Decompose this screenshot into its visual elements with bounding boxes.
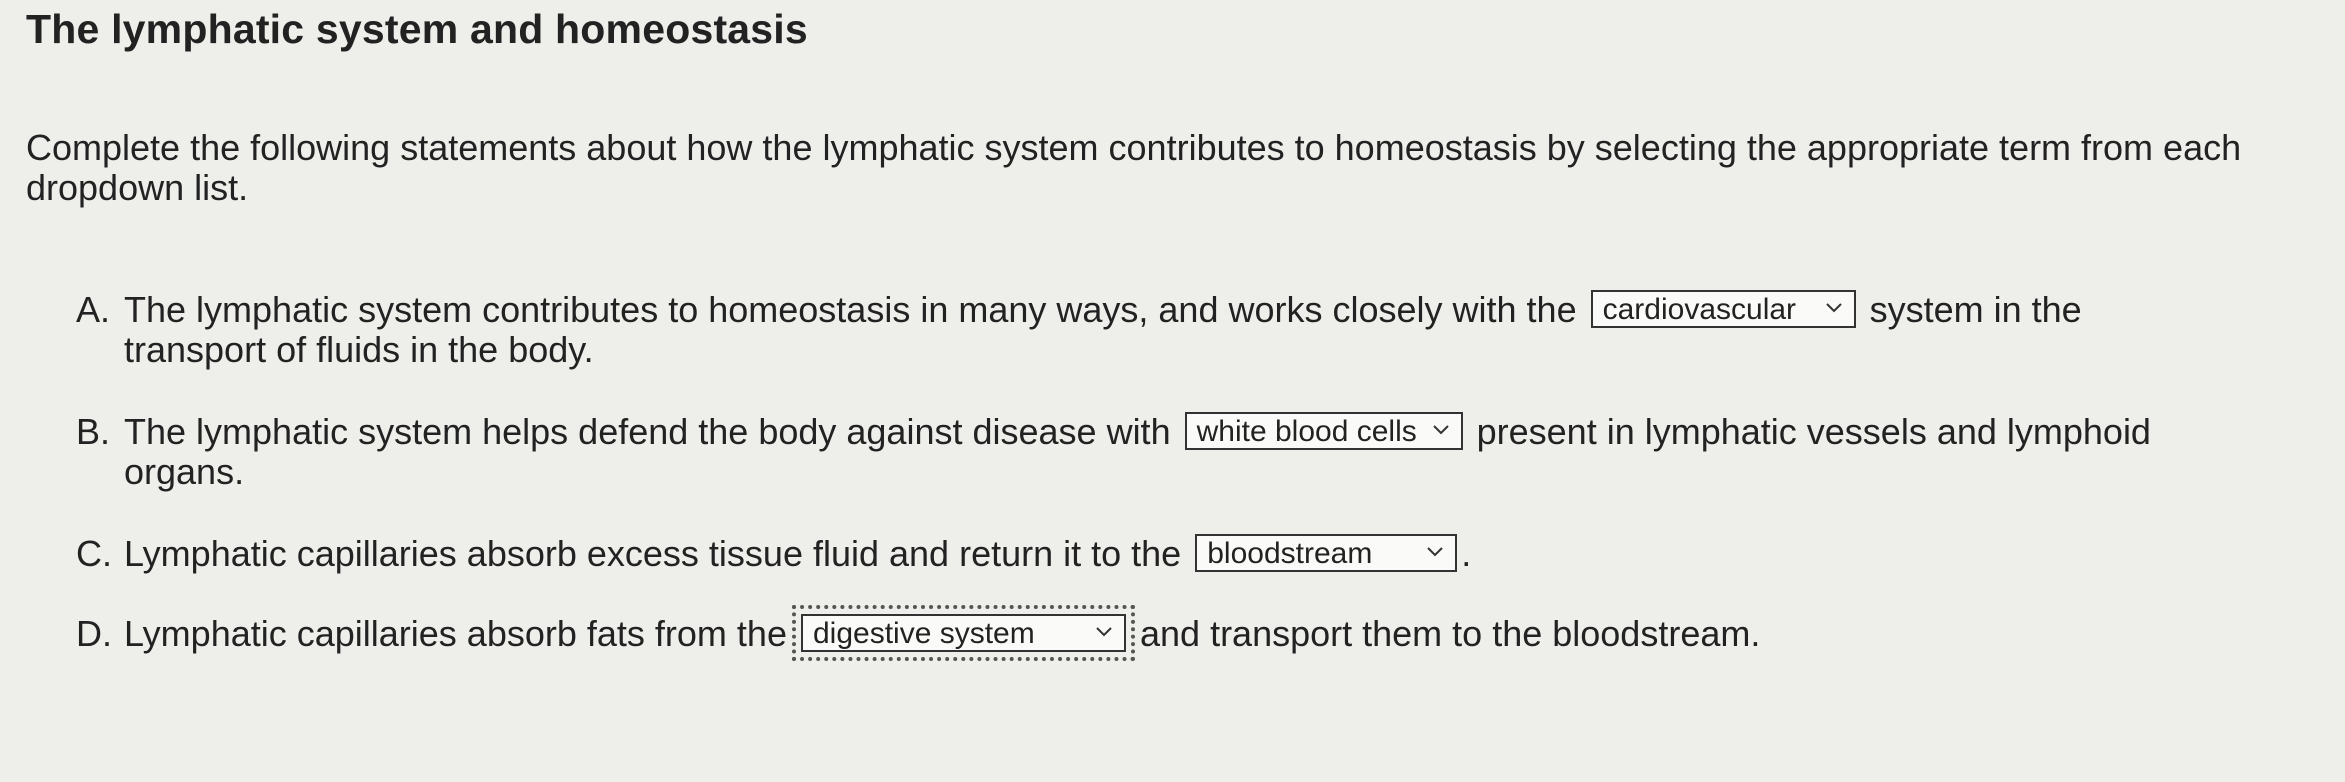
dropdown-selected-value: white blood cells — [1196, 415, 1417, 448]
dropdown-selected-value: cardiovascular — [1602, 293, 1797, 326]
statement-c — [76, 534, 1471, 574]
chevron-down-icon — [1094, 621, 1114, 641]
statement-letter: C. — [76, 533, 112, 574]
statement-text-after: and transport them to the bloodstream. — [1140, 613, 1761, 654]
instructions-text: Complete the following statements about how the lymphatic system contributes to homeostasis by selecting the appropriate term from each dropdown list. — [26, 127, 2242, 208]
statement-letter: B. — [76, 411, 111, 452]
statement-text-after: system in the — [1869, 289, 2082, 330]
statement-text-before: The lymphatic system helps defend the body against disease with — [124, 411, 1171, 452]
chevron-down-icon — [1431, 419, 1451, 439]
dropdown-bloodstream[interactable] — [1195, 534, 1457, 572]
dropdown-digestive-system[interactable] — [801, 614, 1126, 652]
statement-continuation: organs. — [124, 451, 245, 492]
statement-text-before: The lymphatic system contributes to homeostasis in many ways, and works closely with the — [124, 289, 1577, 330]
dropdown-cardiovascular[interactable] — [1591, 290, 1856, 328]
statement-letter: D. — [76, 613, 112, 654]
chevron-down-icon — [1824, 297, 1844, 317]
statement-d — [76, 614, 1760, 654]
statement-text-after: present in lymphatic vessels and lymphoid — [1476, 411, 2151, 452]
statement-text-after: . — [1461, 533, 1472, 574]
statement-a — [76, 290, 2082, 370]
chevron-down-icon — [1425, 541, 1445, 561]
statement-letter: A. — [76, 289, 111, 330]
dropdown-selected-value: digestive system — [812, 617, 1035, 650]
page-title: The lymphatic system and homeostasis — [26, 6, 808, 52]
statement-text-before: Lymphatic capillaries absorb fats from the — [124, 613, 787, 654]
dropdown-selected-value: bloodstream — [1207, 537, 1373, 570]
statement-continuation: transport of fluids in the body. — [124, 329, 594, 370]
statement-b — [76, 412, 2151, 492]
statement-text-before: Lymphatic capillaries absorb excess tissue fluid and return it to the — [124, 533, 1182, 574]
dropdown-white-blood-cells[interactable] — [1185, 412, 1463, 450]
